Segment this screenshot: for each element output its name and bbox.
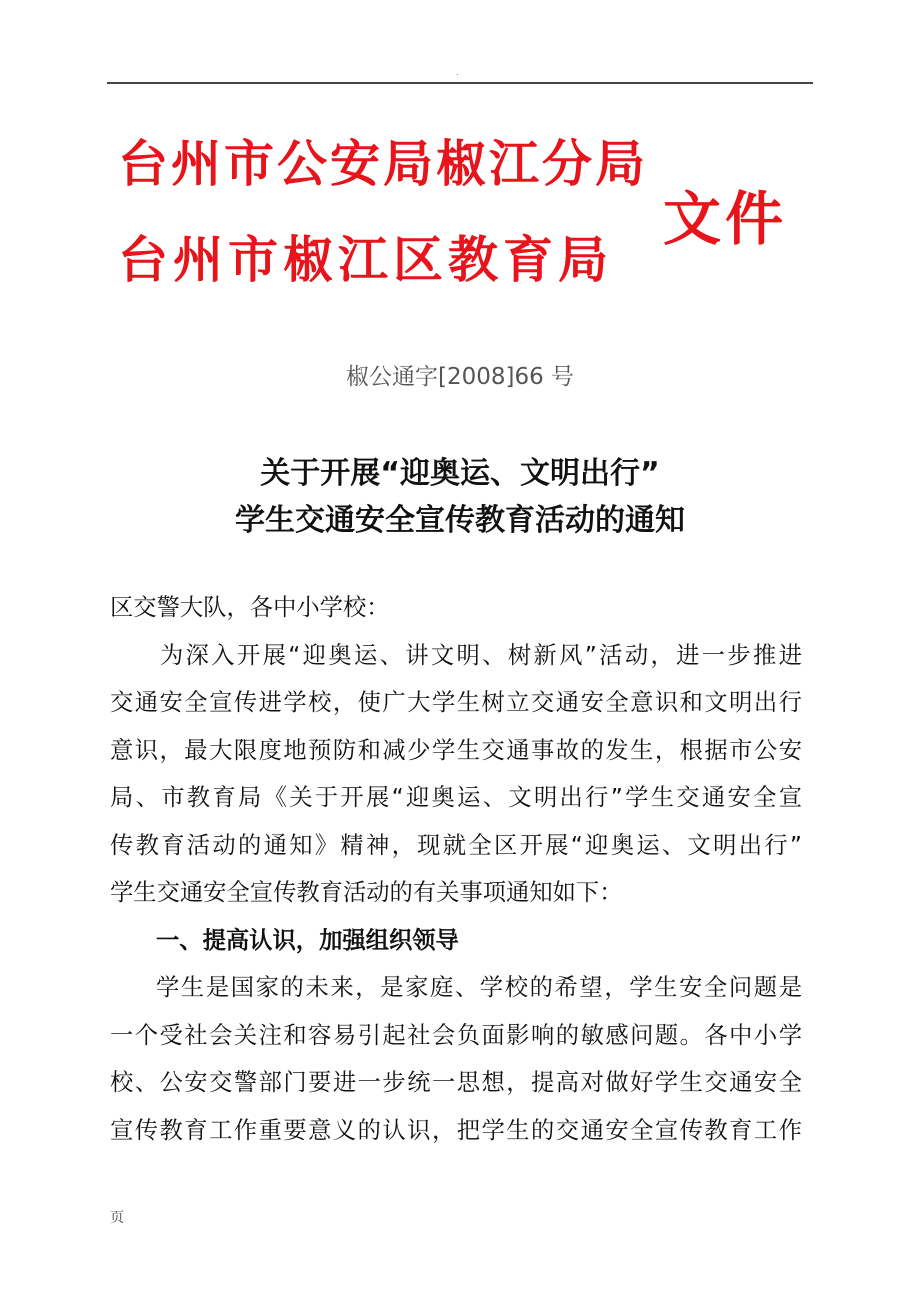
page-footer: 页: [110, 1210, 124, 1226]
body-line: 传教育活动的通知》精神，现就全区开展“迎奥运、文明出行”: [110, 831, 802, 859]
body-line: 交通安全宣传进学校，使广大学生树立交通安全意识和文明出行: [110, 689, 802, 716]
header-rule: [107, 82, 813, 84]
title-line-2: 学生交通安全宣传教育活动的通知: [235, 503, 685, 538]
body-line: 学生交通安全宣传教育活动的有关事项通知如下：: [110, 879, 623, 906]
body-line: 学生是国家的未来，是家庭、学校的希望，学生安全问题是: [156, 974, 802, 1001]
body-line: 局、市教育局《关于开展“迎奥运、文明出行”学生交通安全宣: [110, 784, 802, 811]
body-line: 一个受社会关注和容易引起社会负面影响的敏感问题。各中小学: [110, 1021, 802, 1049]
issuer-police: 台州市公安局椒江分局: [118, 135, 648, 193]
document-number: 椒公通字[2008]66 号: [345, 364, 575, 390]
body-line: 宣传教育工作重要意义的认识，把学生的交通安全宣传教育工作: [110, 1116, 802, 1144]
salutation: 区交警大队，各中小学校：: [110, 594, 390, 621]
body-text: [110, 590, 802, 1160]
document-label: 文件: [663, 185, 788, 253]
body-line: 校、公安交警部门要进一步统一思想，提高对做好学生交通安全: [110, 1069, 802, 1096]
section-heading: 一、提高认识，加强组织领导: [156, 926, 459, 954]
title-line-1: 关于开展“迎奥运、文明出行”: [260, 456, 660, 491]
issuer-education: 台州市椒江区教育局: [118, 231, 613, 289]
body-line: 为深入开展“迎奥运、讲文明、树新风”活动，进一步推进: [160, 641, 802, 669]
header-mark: .: [456, 68, 459, 77]
body-line: 意识，最大限度地预防和减少学生交通事故的发生，根据市公安: [110, 736, 802, 764]
